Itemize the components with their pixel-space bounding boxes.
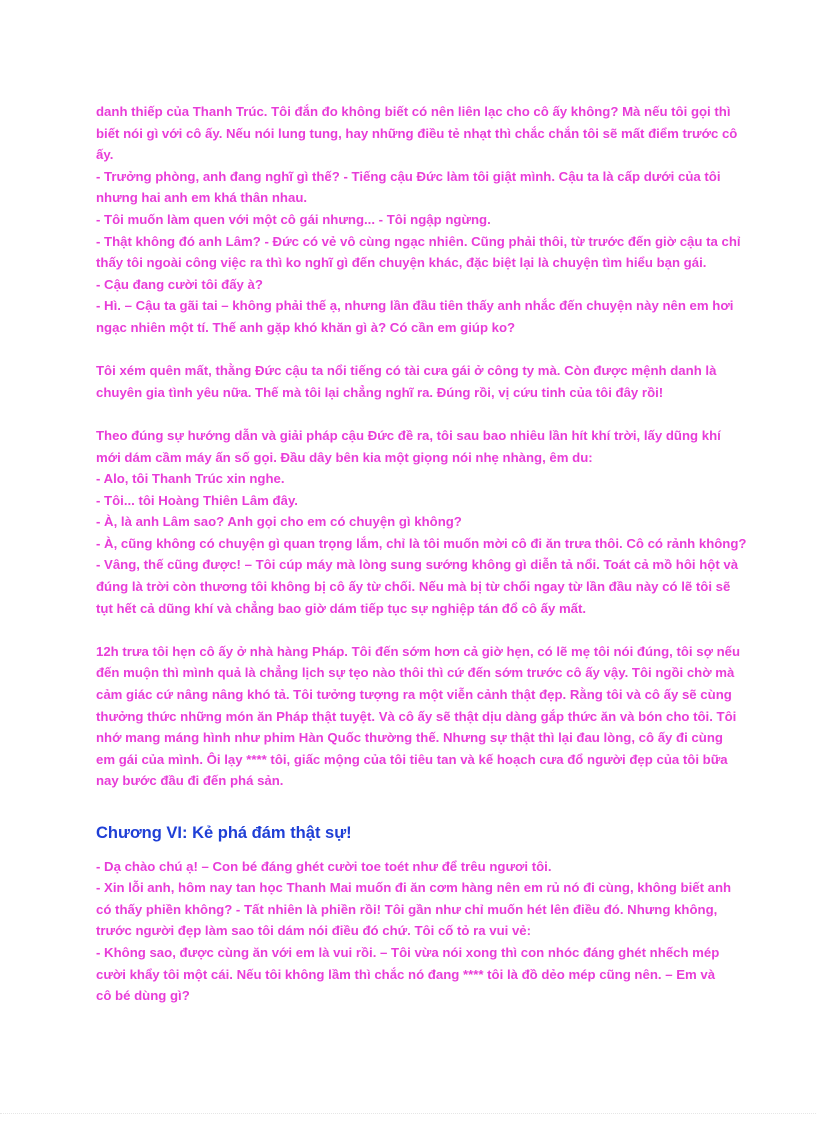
text-line: em gái của mình. Ôi lạy **** tôi, giấc mộng của tôi tiêu tan và kế hoạch cưa đổ người đẹp của tôi bữa [96,751,728,767]
text-line: nay bước đầu đi đến phá sản. [96,773,284,789]
text-line: cảm giác cứ nâng nâng khó tả. Tôi tưởng tượng ra một viễn cảnh thật đẹp. Rằng tôi và cô ấy sẽ cùng [96,687,732,703]
text-line: - Dạ chào chú ạ! – Con bé đáng ghét cười toe toét như để trêu ngươi tôi. [96,858,552,874]
text-line: - Hì. – Cậu ta gãi tai – không phải thế ạ, nhưng lần đầu tiên thấy anh nhắc đến chuyện này nên em hơi [96,298,734,314]
text-line: - Cậu đang cười tôi đấy à? [96,276,263,292]
text-line: nhưng hai anh em khá thân nhau. [96,190,308,206]
text-line: - Alo, tôi Thanh Trúc xin nghe. [96,471,285,487]
text-line: - Trưởng phòng, anh đang nghĩ gì thế? - Tiếng cậu Đức làm tôi giật mình. Cậu ta là cấp dưới của tôi [96,168,721,184]
text-line: biết nói gì với cô ấy. Nếu nói lung tung, hay những điều tẻ nhạt thì chắc chắn tôi sẽ mất điểm trước cô [96,125,738,141]
paragraph [96,425,747,619]
text-line: đúng là trời còn thương tôi không bị cô ấy từ chối. Nếu mà bị từ chối ngay từ lần đầu này có lẽ tôi sẽ [96,579,731,595]
paragraph-gap [96,339,736,361]
paragraph [96,360,736,403]
text-line: 12h trưa tôi hẹn cô ấy ở nhà hàng Pháp. Tôi đến sớm hơn cả giờ hẹn, có lẽ mẹ tôi nói đúng, tôi sợ nếu [96,643,741,659]
paragraph-gap [96,792,736,814]
chapter-heading: Chương VI: Kẻ phá đám thật sự! [96,823,352,842]
text-line: cười khẩy tôi một cái. Nếu tôi không lầm thì chắc nó đang **** tôi là đồ dẻo mép cũng nên. – Em và [96,966,716,982]
text-line: - Thật không đó anh Lâm? - Đức có vẻ vô cùng ngạc nhiên. Cũng phải thôi, từ trước đến giờ cậu ta chỉ [96,233,741,249]
text-line: - Tôi muốn làm quen với một cô gái nhưng... - Tôi ngập ngừng. [96,211,491,227]
text-line: ấy. [96,147,114,163]
text-line: trước người đẹp làm sao tôi dám nói điều đó chứ. Tôi cố tỏ ra vui vẻ: [96,923,532,939]
paragraph [96,101,741,339]
text-line: Tôi xém quên mất, thằng Đức cậu ta nổi tiếng có tài cưa gái ở công ty mà. Còn được mệnh danh là [96,363,717,379]
text-line: có thấy phiền không? - Tất nhiên là phiền rồi! Tôi gần như chỉ muốn hét lên điều đó. Nhưng không, [96,901,718,917]
text-line: cô bé dùng gì? [96,988,190,1004]
text-line: nhớ mang máng hình như phim Hàn Quốc thường thế. Nhưng sự thật thì lại đau lòng, cô ấy đi cùng [96,730,723,746]
text-line: - Tôi... tôi Hoàng Thiên Lâm đây. [96,492,298,508]
text-line: - Vâng, thế cũng được! – Tôi cúp máy mà lòng sung sướng không gì diễn tả nổi. Toát cả mồ hôi hột và [96,557,739,573]
text-line: mới dám cầm máy ấn số gọi. Đầu dây bên kia một giọng nói nhẹ nhàng, êm du: [96,449,593,465]
text-line: tụt hết cả dũng khí và chẳng bao giờ dám tiếp tục sự nghiệp tán đổ cô ấy mất. [96,600,587,616]
page-bottom-rule [0,1113,816,1114]
text-line: ngạc nhiên một tí. Thế anh gặp khó khăn gì à? Có cần em giúp ko? [96,319,516,335]
document-page [96,101,747,1007]
text-line: thưởng thức những món ăn Pháp thật tuyệt. Và cô ấy sẽ thật dịu dàng gắp thức ăn và bón cho tôi. Tôi [96,708,737,724]
paragraph-gap [96,403,736,425]
text-line: - À, là anh Lâm sao? Anh gọi cho em có chuyện gì không? [96,514,462,530]
text-line: - À, cũng không có chuyện gì quan trọng lắm, chỉ là tôi muốn mời cô đi ăn trưa thôi. Cô có rảnh không? [96,535,747,551]
paragraph-gap [96,619,736,641]
text-line: thấy tôi ngoài công việc ra thì ko nghĩ gì đến chuyện khác, đặc biệt lại là chuyện tìm hiểu bạn gái. [96,255,707,271]
paragraph [96,856,736,1007]
text-line: - Xin lỗi anh, hôm nay tan học Thanh Mai muốn đi ăn cơm hàng nên em rủ nó đi cùng, không biết anh [96,880,732,896]
text-line: đến muộn thì mình quả là chẳng lịch sự tẹo nào thôi thì cứ đến sớm trước cô ấy vậy. Tôi ngồi chờ mà [96,665,735,681]
text-line: danh thiếp của Thanh Trúc. Tôi đắn đo không biết có nên liên lạc cho cô ấy không? Mà nếu tôi gọi thì [96,104,731,119]
text-line: chuyên gia tình yêu nữa. Thế mà tôi lại chẳng nghĩ ra. Đúng rồi, vị cứu tinh của tôi đây rồi! [96,384,664,400]
text-line: - Không sao, được cùng ăn với em là vui rồi. – Tôi vừa nói xong thì con nhóc đáng ghét nhếch mép [96,944,720,960]
paragraph [96,641,741,792]
text-line: Theo đúng sự hướng dẫn và giải pháp cậu Đức đề ra, tôi sau bao nhiêu lần hít khí trời, lấy dũng khí [96,427,721,443]
